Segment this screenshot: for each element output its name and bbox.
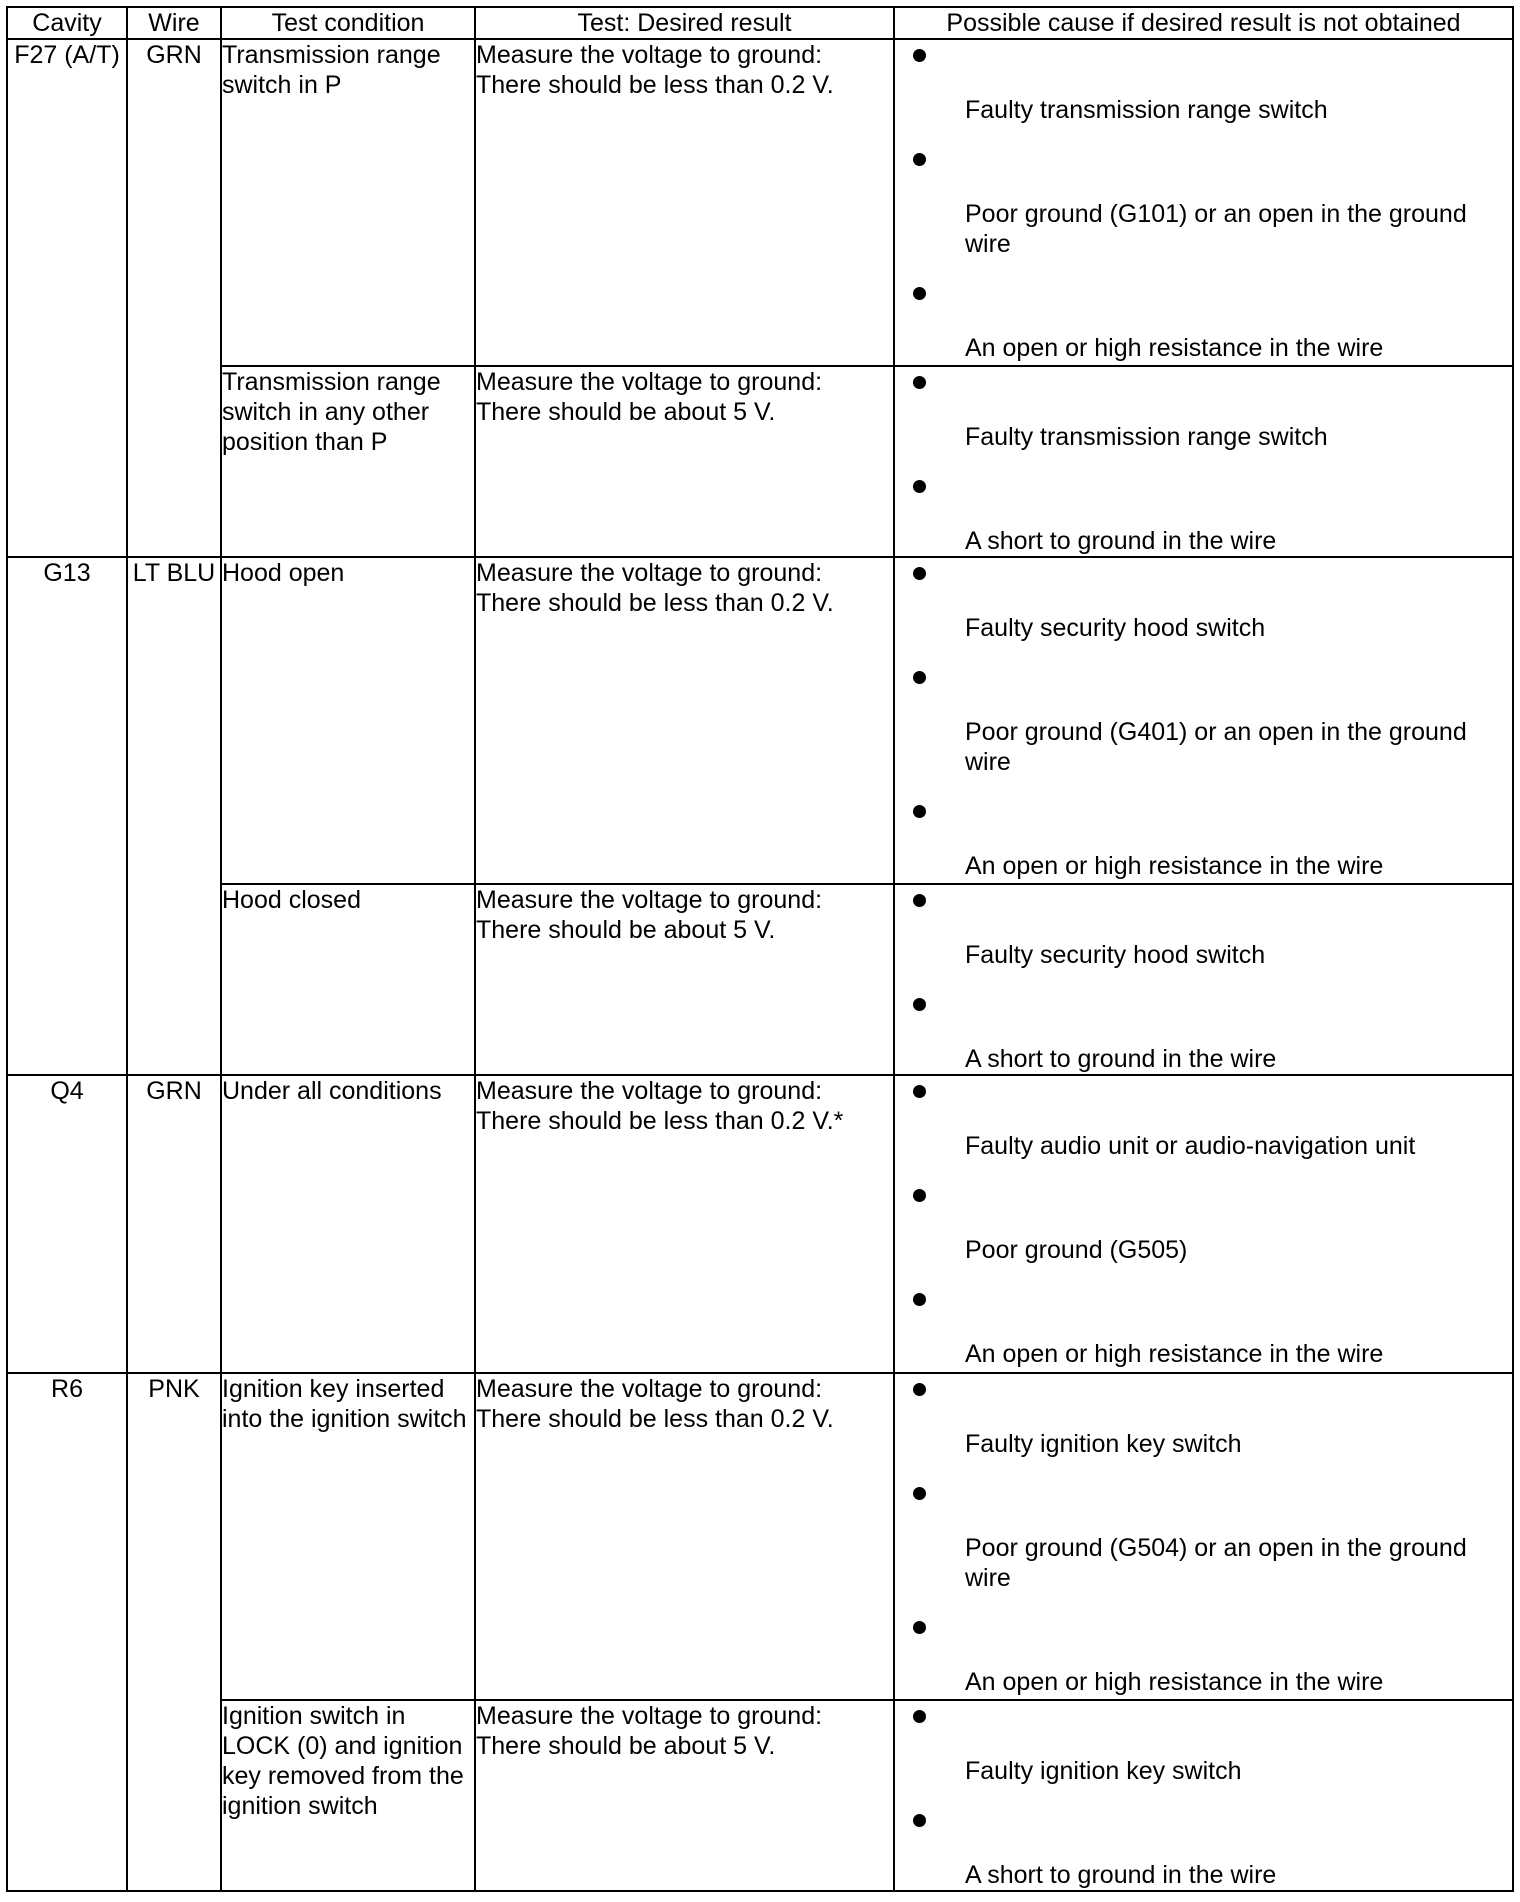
cause-text: An open or high resistance in the wire <box>965 852 1384 880</box>
cause-text: A short to ground in the wire <box>965 1861 1277 1889</box>
bullet-icon <box>913 1293 926 1306</box>
cause-item <box>913 1701 1492 1786</box>
table-row <box>7 1373 1513 1700</box>
wire-cell: PNK <box>127 1373 221 1891</box>
cause-text: An open or high resistance in the wire <box>965 334 1384 362</box>
cause-text: Poor ground (G401) or an open in the ground wire <box>965 718 1467 776</box>
cause-text: An open or high resistance in the wire <box>965 1668 1384 1696</box>
cause-text: An open or high resistance in the wire <box>965 1340 1384 1368</box>
result-cell <box>475 1075 894 1373</box>
cause-text: A short to ground in the wire <box>965 1045 1277 1073</box>
cause-cell <box>894 39 1513 366</box>
condition-cell <box>221 366 475 557</box>
bullet-icon <box>913 49 926 62</box>
condition-text: Under all conditions <box>222 1077 442 1105</box>
wire-cell: GRN <box>127 1075 221 1373</box>
table-row <box>7 1075 1513 1373</box>
header-wire: Wire <box>127 7 221 39</box>
cavity-cell: G13 <box>7 557 127 1075</box>
cause-item <box>913 558 1492 643</box>
bullet-icon <box>913 998 926 1011</box>
bullet-icon <box>913 805 926 818</box>
header-row <box>7 7 1513 39</box>
cause-cell <box>894 1373 1513 1700</box>
condition-text: Transmission range switch in any other position than P <box>222 368 441 456</box>
cause-item <box>913 278 1492 363</box>
bullet-icon <box>913 1710 926 1723</box>
cause-item <box>913 367 1492 452</box>
cause-cell <box>894 1700 1513 1891</box>
bullet-icon <box>913 287 926 300</box>
result-cell <box>475 366 894 557</box>
condition-text: Transmission range switch in P <box>222 41 441 99</box>
bullet-icon <box>913 480 926 493</box>
cause-item <box>913 1180 1492 1265</box>
cause-text: Poor ground (G504) or an open in the ground wire <box>965 1534 1467 1592</box>
cause-item <box>913 1076 1492 1161</box>
result-text: Measure the voltage to ground: There should be less than 0.2 V. <box>476 1375 834 1433</box>
bullet-icon <box>913 1085 926 1098</box>
cause-item <box>913 40 1492 125</box>
cavity-cell: R6 <box>7 1373 127 1891</box>
cavity-cell: F27 (A/T) <box>7 39 127 557</box>
cavity-cell: Q4 <box>7 1075 127 1373</box>
condition-text: Hood open <box>222 559 345 587</box>
cause-cell <box>894 1075 1513 1373</box>
cause-text: Faulty audio unit or audio-navigation unit <box>965 1132 1416 1160</box>
cause-item <box>913 1805 1492 1890</box>
cause-item <box>913 796 1492 881</box>
bullet-icon <box>913 1383 926 1396</box>
bullet-icon <box>913 671 926 684</box>
cause-text: Poor ground (G505) <box>965 1236 1188 1264</box>
result-cell <box>475 884 894 1075</box>
test-table <box>6 6 1514 1892</box>
cause-text: Faulty ignition key switch <box>965 1757 1242 1785</box>
condition-text: Ignition key inserted into the ignition switch <box>222 1375 467 1433</box>
bullet-icon <box>913 1814 926 1827</box>
condition-cell <box>221 884 475 1075</box>
wire-cell: GRN <box>127 39 221 557</box>
table-row <box>7 39 1513 366</box>
cause-cell <box>894 366 1513 557</box>
cause-text: A short to ground in the wire <box>965 527 1277 555</box>
cause-text: Poor ground (G101) or an open in the ground wire <box>965 200 1467 258</box>
result-cell <box>475 1373 894 1700</box>
condition-text: Ignition switch in LOCK (0) and ignition key removed from the ignition switch <box>222 1702 464 1820</box>
cause-item <box>913 1612 1492 1697</box>
condition-text: Hood closed <box>222 886 361 914</box>
bullet-icon <box>913 1189 926 1202</box>
cause-item <box>913 1284 1492 1369</box>
cause-item <box>913 1478 1492 1593</box>
wire-cell: LT BLU <box>127 557 221 1075</box>
bullet-icon <box>913 1621 926 1634</box>
cause-cell <box>894 557 1513 884</box>
cause-item <box>913 662 1492 777</box>
condition-cell <box>221 1700 475 1891</box>
header-cavity: Cavity <box>7 7 127 39</box>
condition-cell <box>221 557 475 884</box>
result-text: Measure the voltage to ground: There should be less than 0.2 V.* <box>476 1077 844 1135</box>
cause-item <box>913 471 1492 556</box>
header-possible-cause: Possible cause if desired result is not obtained <box>894 7 1513 39</box>
table-row <box>7 1700 1513 1891</box>
header-test-condition: Test condition <box>221 7 475 39</box>
cause-item <box>913 989 1492 1074</box>
result-cell <box>475 1700 894 1891</box>
table-row <box>7 884 1513 1075</box>
bullet-icon <box>913 894 926 907</box>
bullet-icon <box>913 376 926 389</box>
header-desired-result: Test: Desired result <box>475 7 894 39</box>
cause-item <box>913 144 1492 259</box>
result-text: Measure the voltage to ground: There should be less than 0.2 V. <box>476 559 834 617</box>
table-row <box>7 557 1513 884</box>
cause-text: Faulty security hood switch <box>965 941 1266 969</box>
bullet-icon <box>913 1487 926 1500</box>
cause-text: Faulty transmission range switch <box>965 423 1328 451</box>
cause-item <box>913 885 1492 970</box>
result-text: Measure the voltage to ground: There should be less than 0.2 V. <box>476 41 834 99</box>
condition-cell <box>221 1075 475 1373</box>
result-text: Measure the voltage to ground: There should be about 5 V. <box>476 368 823 426</box>
table-row <box>7 366 1513 557</box>
condition-cell <box>221 39 475 366</box>
cause-item <box>913 1374 1492 1459</box>
cause-text: Faulty security hood switch <box>965 614 1266 642</box>
condition-cell <box>221 1373 475 1700</box>
bullet-icon <box>913 567 926 580</box>
result-text: Measure the voltage to ground: There should be about 5 V. <box>476 1702 823 1760</box>
result-text: Measure the voltage to ground: There should be about 5 V. <box>476 886 823 944</box>
bullet-icon <box>913 153 926 166</box>
result-cell <box>475 39 894 366</box>
result-cell <box>475 557 894 884</box>
cause-text: Faulty ignition key switch <box>965 1430 1242 1458</box>
cause-text: Faulty transmission range switch <box>965 96 1328 124</box>
cause-cell <box>894 884 1513 1075</box>
